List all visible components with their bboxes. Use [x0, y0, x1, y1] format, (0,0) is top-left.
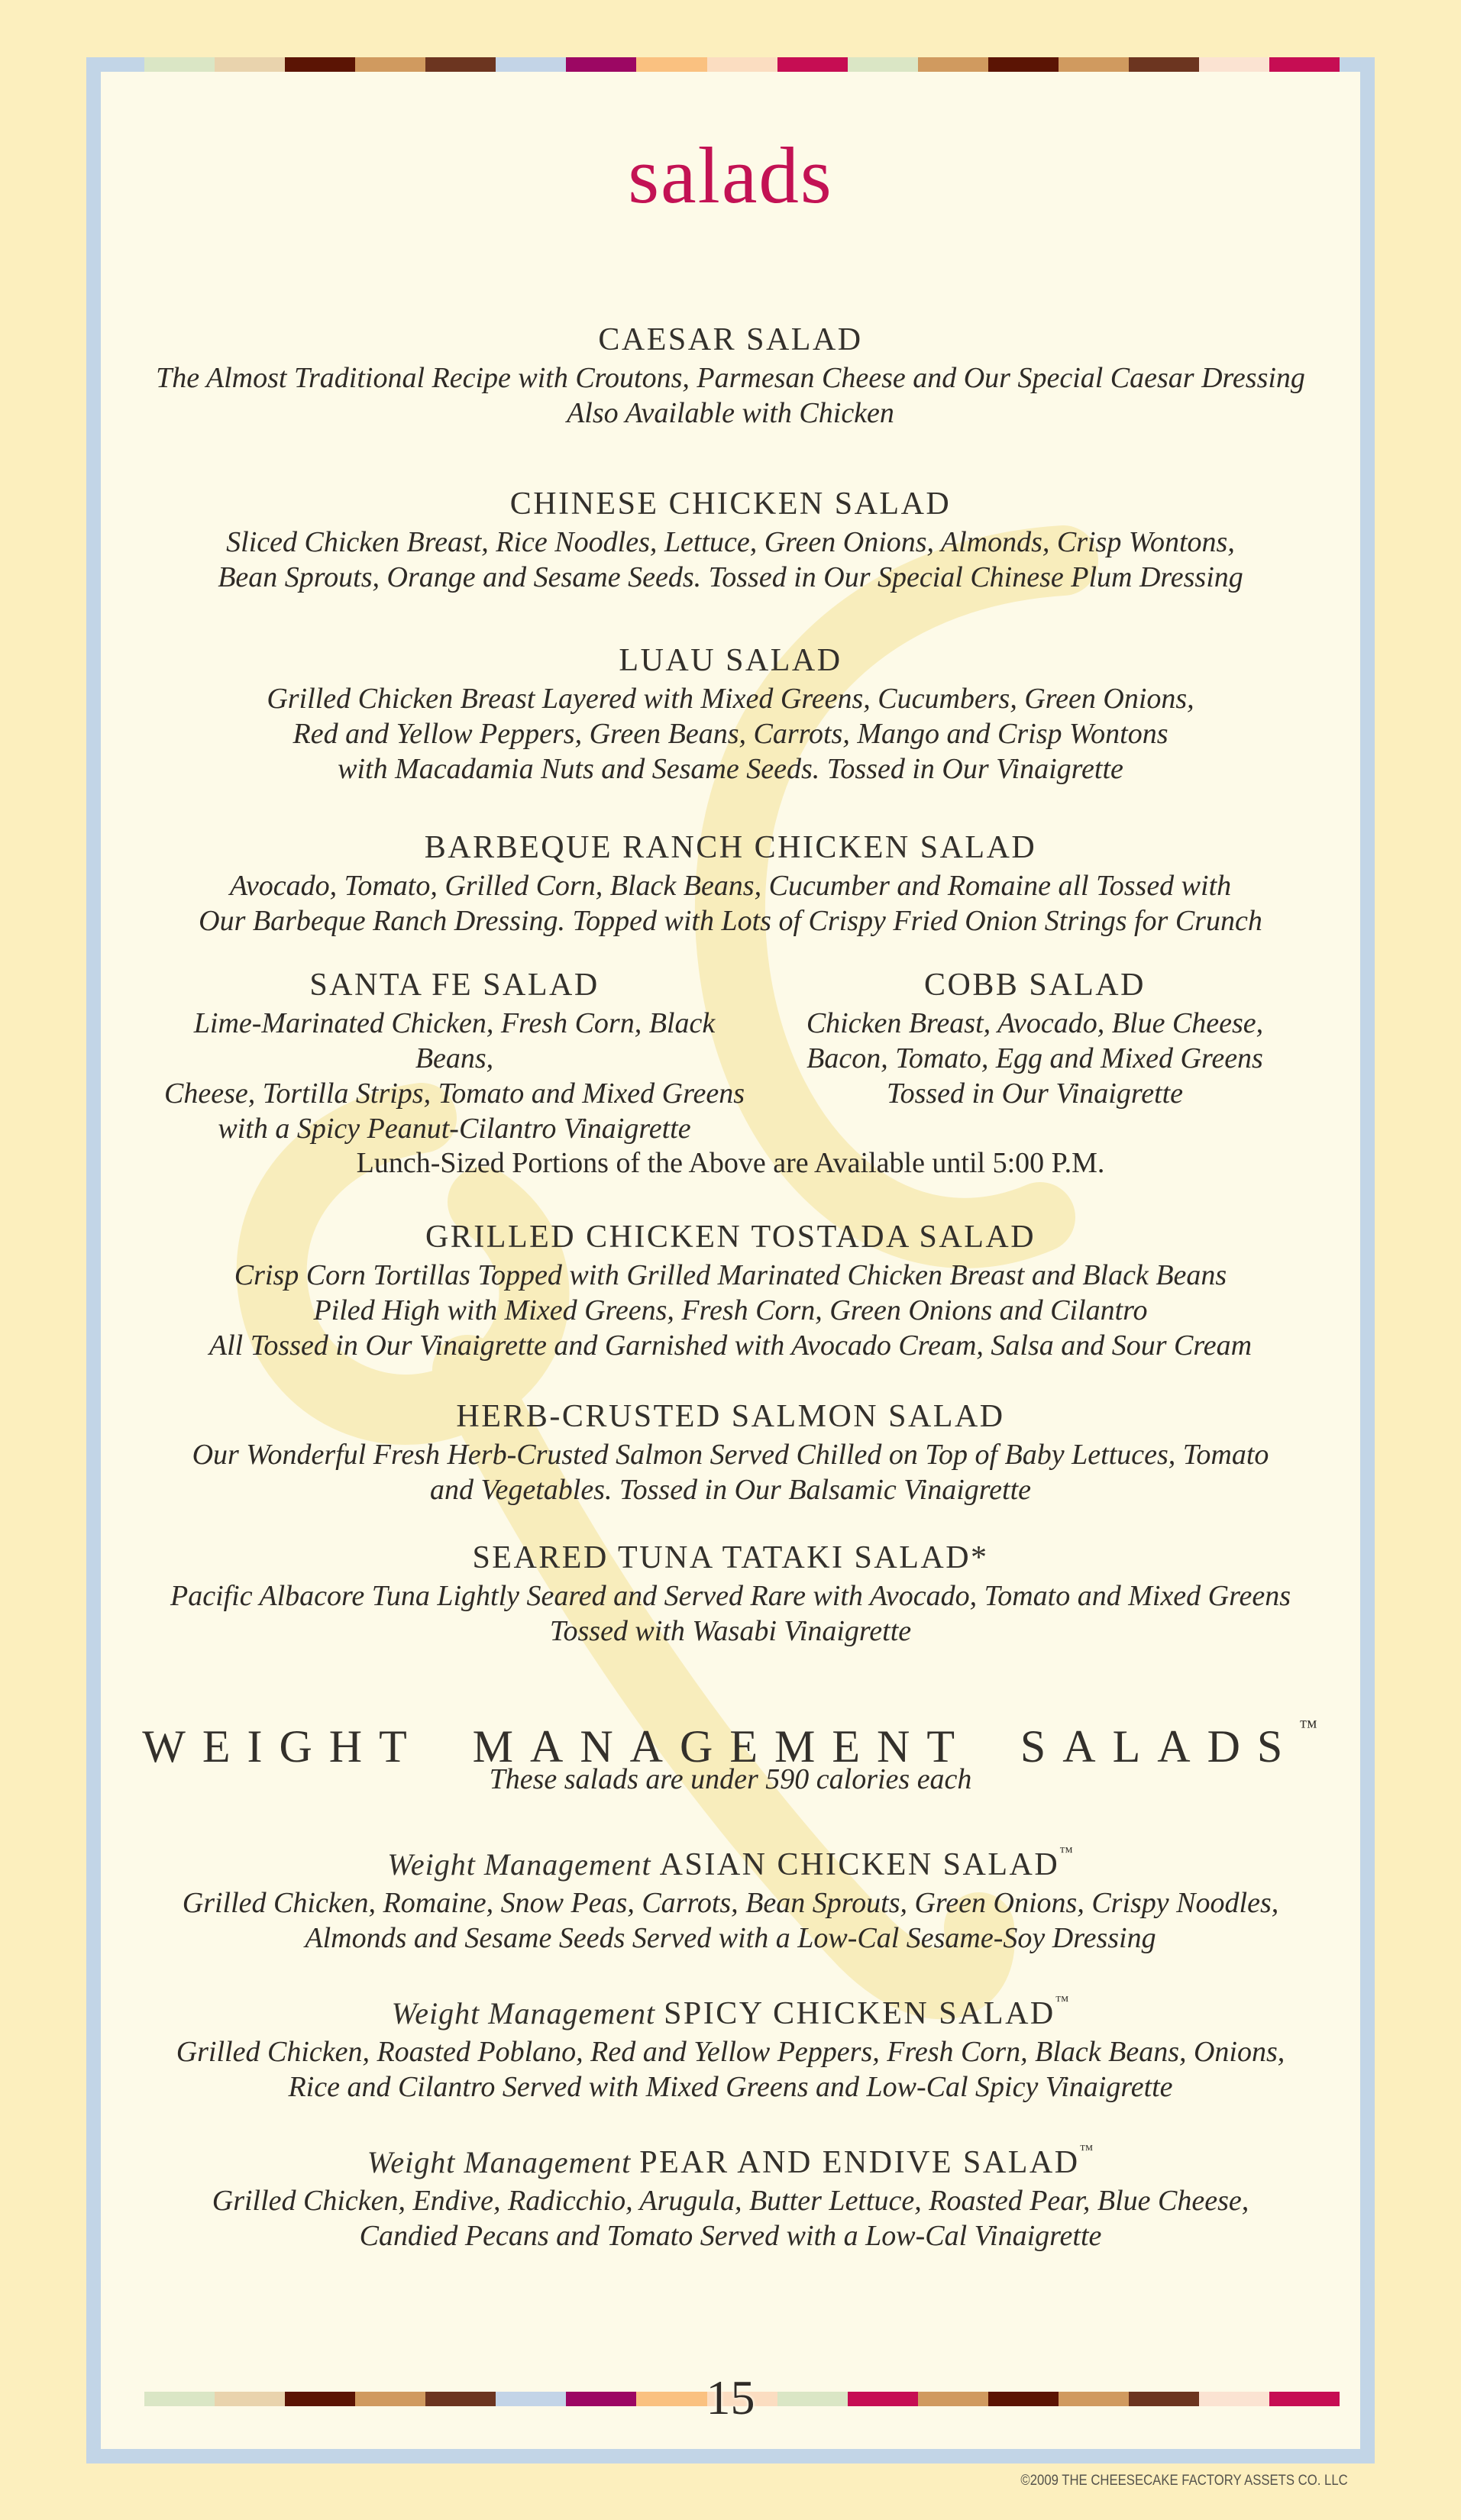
strip-segment — [496, 57, 566, 72]
item-description-line: All Tossed in Our Vinaigrette and Garnished with Avocado Cream, Salsa and Sour Cream — [208, 1329, 1253, 1362]
page-title: salads — [628, 131, 833, 220]
menu-item-wm-pear-and-endive-salad — [101, 2131, 1360, 2253]
item-description-line: Grilled Chicken, Romaine, Snow Peas, Carrots, Bean Sprouts, Green Onions, Crispy Noodles, — [182, 1887, 1279, 1919]
menu-item-barbeque-ranch-chicken-salad — [101, 829, 1360, 939]
weight-management-subtitle: These salads are under 590 calories each — [489, 1763, 972, 1795]
item-name: Weight Management PEAR AND ENDIVE SALAD™ — [367, 2142, 1094, 2180]
item-name: SEARED TUNA TATAKI SALAD* — [472, 1540, 989, 1575]
copyright-notice: ©2009 THE CHEESECAKE FACTORY ASSETS CO. LLC — [1020, 2473, 1348, 2489]
item-name: COBB SALAD — [924, 968, 1146, 1003]
menu-item-wm-spicy-chicken-salad — [101, 1982, 1360, 2105]
strip-segment — [1129, 57, 1199, 72]
item-name: CAESAR SALAD — [598, 322, 863, 357]
menu-item-cobb-salad — [768, 967, 1302, 1111]
item-description-line: Tossed in Our Vinaigrette — [886, 1077, 1184, 1110]
two-column-row — [101, 967, 1360, 1165]
item-description-line: with a Spicy Peanut-Cilantro Vinaigrette — [218, 1113, 691, 1145]
page-frame — [86, 57, 1375, 2463]
item-description-line: and Vegetables. Tossed in Our Balsamic Vinaigrette — [429, 1474, 1032, 1506]
item-description-line: Our Wonderful Fresh Herb-Crusted Salmon Served Chilled on Top of Baby Lettuces, Tomato — [192, 1439, 1269, 1471]
item-description-line: with Macadamia Nuts and Sesame Seeds. Tossed in Our Vinaigrette — [338, 753, 1123, 785]
item-name: Weight Management SPICY CHICKEN SALAD™ — [391, 1993, 1070, 2031]
item-description-line: Chicken Breast, Avocado, Blue Cheese, — [806, 1007, 1264, 1039]
trademark-symbol: ™ — [1059, 1844, 1074, 1859]
item-description-line: Our Barbeque Ranch Dressing. Topped with Lots of Crispy Fried Onion Strings for Crunch — [199, 905, 1262, 937]
menu-item-luau-salad — [101, 642, 1360, 787]
menu-item-grilled-chicken-tostada-salad — [101, 1219, 1360, 1363]
weight-management-prefix: Weight Management — [367, 2145, 640, 2179]
strip-segment — [707, 57, 777, 72]
item-name: BARBEQUE RANCH CHICKEN SALAD — [424, 830, 1037, 865]
strip-segment — [1059, 57, 1129, 72]
item-name: LUAU SALAD — [619, 643, 842, 678]
item-description-line: Cheese, Tortilla Strips, Tomato and Mixed Greens — [163, 1077, 745, 1110]
item-name: Weight Management ASIAN CHICKEN SALAD™ — [387, 1844, 1074, 1882]
strip-segment — [988, 57, 1059, 72]
weight-management-heading-text: WEIGHT MANAGEMENT SALADS — [142, 1721, 1300, 1772]
lunch-portions-note: Lunch-Sized Portions of the Above are Available until 5:00 P.M. — [356, 1147, 1105, 1179]
strip-segment — [918, 57, 988, 72]
menu-item-herb-crusted-salmon-salad — [101, 1398, 1360, 1507]
trademark-symbol: ™ — [1079, 2142, 1094, 2157]
item-description-line: Tossed with Wasabi Vinaigrette — [549, 1615, 912, 1647]
item-description-line: The Almost Traditional Recipe with Croutons, Parmesan Cheese and Our Special Caesar Dressing — [156, 362, 1305, 394]
item-description-line: Also Available with Chicken — [567, 397, 894, 429]
menu-item-caesar-salad — [101, 321, 1360, 431]
strip-segment — [566, 57, 636, 72]
strip-segment — [215, 57, 285, 72]
item-description-line: Candied Pecans and Tomato Served with a Low-Cal Vinaigrette — [359, 2220, 1102, 2252]
strip-segment — [144, 57, 215, 72]
item-description-line: Pacific Albacore Tuna Lightly Seared and Served Rare with Avocado, Tomato and Mixed Greens — [170, 1580, 1291, 1612]
item-name: GRILLED CHICKEN TOSTADA SALAD — [425, 1220, 1036, 1255]
trademark-symbol: ™ — [1055, 1993, 1070, 2008]
strip-segment — [285, 57, 355, 72]
strip-segment — [425, 57, 496, 72]
item-description-line: Sliced Chicken Breast, Rice Noodles, Lettuce, Green Onions, Almonds, Crisp Wontons, — [226, 526, 1235, 558]
weight-management-prefix: Weight Management — [387, 1847, 660, 1882]
strip-segment — [636, 57, 706, 72]
item-description-line: Bean Sprouts, Orange and Sesame Seeds. Tossed in Our Special Chinese Plum Dressing — [218, 561, 1243, 593]
item-description-line: Crisp Corn Tortillas Topped with Grilled Marinated Chicken Breast and Black Beans — [234, 1259, 1227, 1291]
strip-segment — [1199, 57, 1269, 72]
item-description-line: Grilled Chicken Breast Layered with Mixed Greens, Cucumbers, Green Onions, — [267, 683, 1194, 715]
item-name: SANTA FE SALAD — [309, 968, 600, 1003]
item-name: HERB-CRUSTED SALMON SALAD — [456, 1399, 1005, 1434]
item-description-line: Lime-Marinated Chicken, Fresh Corn, Black Beans, — [193, 1007, 716, 1074]
item-description-line: Avocado, Tomato, Grilled Corn, Black Beans, Cucumber and Romaine all Tossed with — [229, 870, 1232, 902]
item-description-line: Bacon, Tomato, Egg and Mixed Greens — [806, 1042, 1263, 1074]
item-name: CHINESE CHICKEN SALAD — [509, 486, 952, 522]
top-color-strip — [144, 57, 1340, 72]
item-description-line: Red and Yellow Peppers, Green Beans, Carrots, Mango and Crisp Wontons — [293, 718, 1168, 750]
menu-item-seared-tuna-tataki-salad — [101, 1539, 1360, 1649]
strip-segment — [1269, 57, 1340, 72]
item-description-line: Grilled Chicken, Endive, Radicchio, Arugula, Butter Lettuce, Roasted Pear, Blue Cheese, — [212, 2185, 1249, 2217]
page-number: 15 — [706, 2370, 755, 2425]
menu-item-santa-fe-salad — [157, 967, 752, 1146]
item-description-line: Piled High with Mixed Greens, Fresh Corn, Green Onions and Cilantro — [313, 1294, 1148, 1326]
item-description-line: Grilled Chicken, Roasted Poblano, Red and Yellow Peppers, Fresh Corn, Black Beans, Onions, — [176, 2036, 1285, 2068]
item-description-line: Almonds and Sesame Seeds Served with a Low-Cal Sesame-Soy Dressing — [305, 1922, 1156, 1954]
strip-segment — [355, 57, 425, 72]
strip-segment — [848, 57, 918, 72]
menu-item-chinese-chicken-salad — [101, 486, 1360, 595]
item-description-line: Rice and Cilantro Served with Mixed Greens and Low-Cal Spicy Vinaigrette — [288, 2071, 1173, 2103]
strip-segment — [777, 57, 848, 72]
menu-item-wm-asian-chicken-salad — [101, 1833, 1360, 1956]
trademark-symbol: ™ — [1299, 1717, 1319, 1737]
weight-management-prefix: Weight Management — [391, 1996, 664, 2031]
